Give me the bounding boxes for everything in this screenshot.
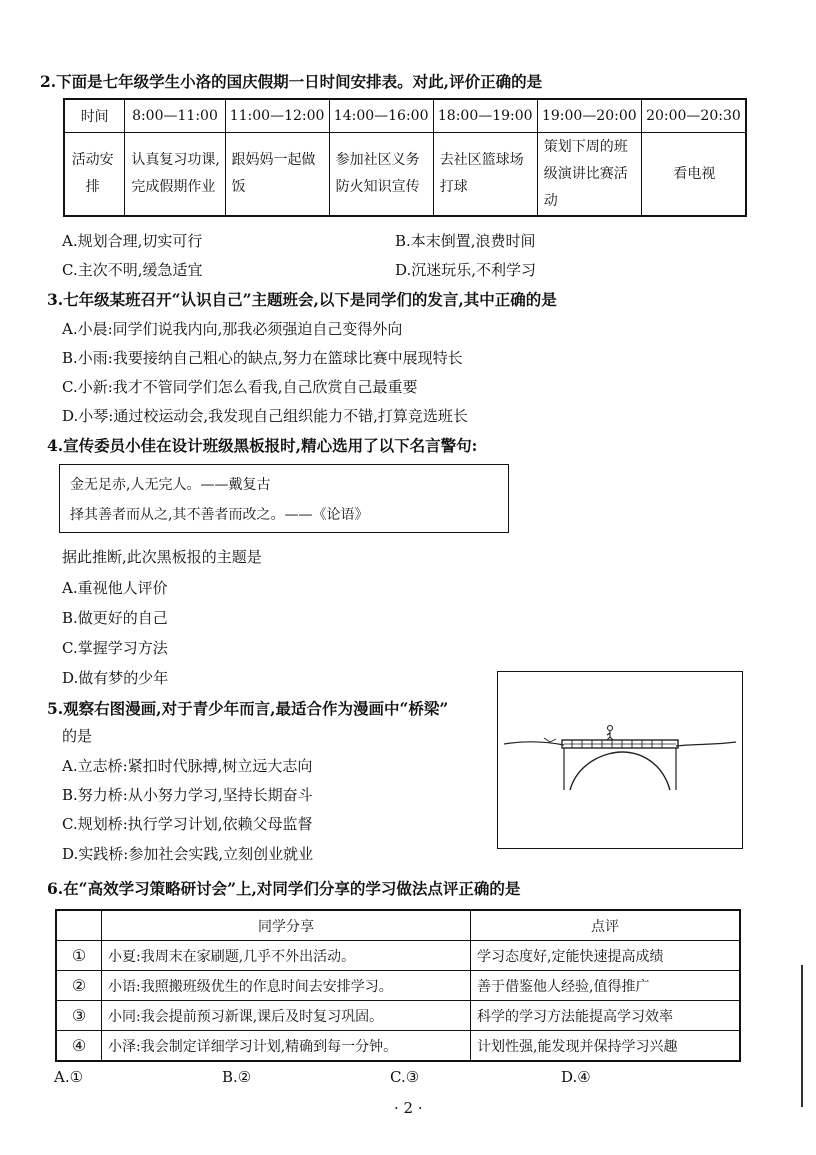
q4-option-c[interactable]: C.掌握学习方法 <box>62 639 168 657</box>
bridge-cartoon <box>497 671 743 849</box>
schedule-time-cell: 8:00—11:00 <box>125 99 225 133</box>
question-5-stem: 5.观察右图漫画,对于青少年而言,最适合作为漫画中“桥梁” <box>47 699 449 718</box>
q6-option-b[interactable]: B.② <box>222 1068 252 1086</box>
strategy-share-cell: 小语:我照搬班级优生的作息时间去安排学习。 <box>102 971 471 1001</box>
q5-option-c[interactable]: C.规划桥:执行学习计划,依赖父母监督 <box>62 815 313 833</box>
schedule-activity-cell: 去社区篮球场打球 <box>433 133 537 217</box>
strategy-header-share: 同学分享 <box>102 910 471 941</box>
q6-option-c[interactable]: C.③ <box>390 1068 420 1086</box>
schedule-activity-cell: 参加社区义务防火知识宣传 <box>329 133 433 217</box>
q5-option-d[interactable]: D.实践桥:参加社会实践,立刻创业就业 <box>62 845 314 863</box>
schedule-time-cell: 14:00—16:00 <box>329 99 433 133</box>
schedule-activity-cell: 认真复习功课,完成假期作业 <box>125 133 225 217</box>
q3-option-c[interactable]: C.小新:我才不管同学们怎么看我,自己欣赏自己最重要 <box>62 378 418 396</box>
strategy-header-comment: 点评 <box>471 910 741 941</box>
q2-option-c[interactable]: C.主次不明,缓急适宜 <box>62 261 203 279</box>
strategy-comment-cell: 计划性强,能发现并保持学习兴趣 <box>471 1031 741 1062</box>
q2-option-a[interactable]: A.规划合理,切实可行 <box>62 232 203 250</box>
page-number: · 2 · <box>394 1099 423 1117</box>
schedule-activity-cell: 看电视 <box>641 133 746 217</box>
q2-option-d[interactable]: D.沉迷玩乐,不利学习 <box>395 261 537 279</box>
schedule-activity-row <box>64 133 746 217</box>
quote-line: 金无足赤,人无完人。——戴复古 <box>70 477 271 493</box>
strategy-table <box>55 909 741 1062</box>
strategy-row-number: ③ <box>56 1001 102 1031</box>
strategy-row <box>56 941 740 971</box>
question-6-stem: 6.在“高效学习策略研讨会”上,对同学们分享的学习做法点评正确的是 <box>47 879 521 898</box>
strategy-share-cell: 小泽:我会制定详细学习计划,精确到每一分钟。 <box>102 1031 471 1062</box>
strategy-row-number: ④ <box>56 1031 102 1062</box>
schedule-time-cell: 20:00—20:30 <box>641 99 746 133</box>
q6-option-d[interactable]: D.④ <box>561 1068 591 1086</box>
strategy-comment-cell: 科学的学习方法能提高学习效率 <box>471 1001 741 1031</box>
q5-option-a[interactable]: A.立志桥:紧扣时代脉搏,树立远大志向 <box>62 757 313 775</box>
strategy-corner-cell <box>56 910 102 941</box>
q3-option-a[interactable]: A.小晨:同学们说我内向,那我必须强迫自己变得外向 <box>62 320 403 338</box>
question-4-followup: 据此推断,此次黑板报的主题是 <box>62 548 262 566</box>
schedule-activity-cell: 策划下周的班级演讲比赛活动 <box>537 133 641 217</box>
schedule-activity-cell: 跟妈妈一起做饭 <box>225 133 329 217</box>
question-5-stem-continued: 的是 <box>62 727 93 745</box>
strategy-row <box>56 1031 740 1062</box>
schedule-time-cell: 18:00—19:00 <box>433 99 537 133</box>
strategy-header-row <box>56 910 740 941</box>
strategy-row-number: ② <box>56 971 102 1001</box>
q4-option-d[interactable]: D.做有梦的少年 <box>62 669 169 687</box>
schedule-table <box>63 98 747 217</box>
schedule-time-cell: 11:00—12:00 <box>225 99 329 133</box>
question-2-stem: 2.下面是七年级学生小洛的国庆假期一日时间安排表。对此,评价正确的是 <box>40 72 543 91</box>
quote-box <box>59 464 509 533</box>
strategy-row <box>56 971 740 1001</box>
schedule-time-cell: 19:00—20:00 <box>537 99 641 133</box>
strategy-share-cell: 小夏:我周末在家刷题,几乎不外出活动。 <box>102 941 471 971</box>
q5-option-b[interactable]: B.努力桥:从小努力学习,坚持长期奋斗 <box>62 786 313 804</box>
q3-option-d[interactable]: D.小琴:通过校运动会,我发现自己组织能力不错,打算竞选班长 <box>62 407 468 425</box>
quote-line: 择其善者而从之,其不善者而改之。——《论语》 <box>70 507 369 523</box>
page-edge-line <box>801 965 803 1107</box>
strategy-row-number: ① <box>56 941 102 971</box>
question-4-stem: 4.宣传委员小佳在设计班级黑板报时,精心选用了以下名言警句: <box>47 436 478 455</box>
strategy-comment-cell: 学习态度好,定能快速提高成绩 <box>471 941 741 971</box>
bridge-drawing <box>498 672 741 847</box>
q2-option-b[interactable]: B.本末倒置,浪费时间 <box>395 232 536 250</box>
schedule-activity-label: 活动安排 <box>64 133 125 217</box>
strategy-share-cell: 小同:我会提前预习新课,课后及时复习巩固。 <box>102 1001 471 1031</box>
schedule-time-label: 时间 <box>64 99 125 133</box>
question-3-stem: 3.七年级某班召开“认识自己”主题班会,以下是同学们的发言,其中正确的是 <box>47 290 557 309</box>
schedule-time-row <box>64 99 746 133</box>
q3-option-b[interactable]: B.小雨:我要接纳自己粗心的缺点,努力在篮球比赛中展现特长 <box>62 349 463 367</box>
q4-option-b[interactable]: B.做更好的自己 <box>62 609 168 627</box>
strategy-row <box>56 1001 740 1031</box>
q4-option-a[interactable]: A.重视他人评价 <box>62 579 168 597</box>
strategy-comment-cell: 善于借鉴他人经验,值得推广 <box>471 971 741 1001</box>
q6-option-a[interactable]: A.① <box>54 1068 84 1086</box>
